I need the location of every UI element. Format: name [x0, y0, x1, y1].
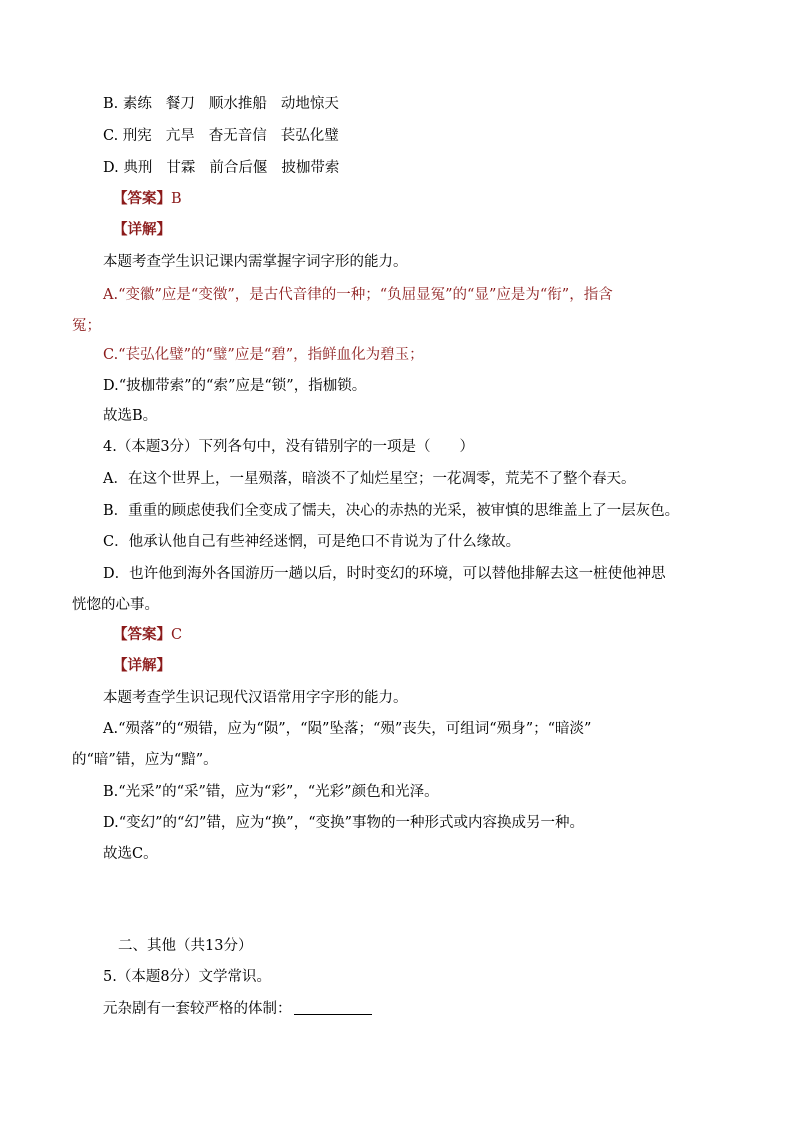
q3-explain-a-line2: 冤； [72, 318, 101, 334]
q5-stem: 5.（本题8分）文学常识。 [103, 969, 272, 985]
q4-option-d-line1: D．也许他到海外各国游历一趟以后，时时变幻的环境，可以替他排解去这一桩使他神思 [103, 566, 666, 582]
q4-explain-a-line1: A.“殒落”的“殒错，应为“陨”，“陨”坠落；“殒”丧失，可组词“殒身”；“暗淡” [103, 721, 592, 737]
q4-option-a: A．在这个世界上，一星殒落，暗淡不了灿烂星空；一花凋零，荒芜不了整个春天。 [103, 471, 636, 487]
q3-explain-a-line1: A.“变徽”应是“变徵”，是古代音律的一种；“负屈显冤”的“显”应是为“衔”，指含 [103, 287, 613, 303]
q3-answer: 【答案】B [113, 190, 182, 207]
q4-explain-d: D.“变幻”的“幻”错，应为“换”，“变换”事物的一种形式或内容换成另一种。 [103, 815, 585, 831]
q4-detail-label: 【详解】 [113, 657, 171, 674]
q3-explain-d: D.“披枷带索”的“索”应是“锁”，指枷锁。 [103, 378, 367, 394]
answer-blank[interactable] [294, 1000, 372, 1015]
q4-option-d-line2: 恍惚的心事。 [72, 597, 159, 613]
q4-explain-a-line2: 的“暗”错，应为“黯”。 [72, 752, 218, 768]
q5-text: 元杂剧有一套较严格的体制： [103, 999, 372, 1019]
q4-option-b: B．重重的顾虑使我们全变成了懦夫，决心的赤热的光采，被审慎的思维盖上了一层灰色。 [103, 503, 680, 519]
q4-stem: 4.（本题3分）下列各句中，没有错别字的一项是（ ） [103, 439, 475, 455]
q4-explain-b: B.“光采”的“采”错，应为“彩”，“光彩”颜色和光泽。 [103, 784, 439, 800]
q3-option-b: B. 素练 餐刀 顺水推船 动地惊天 [103, 96, 339, 112]
q3-explain-c: C.“苌弘化璧”的“璧”应是“碧”，指鲜血化为碧玉； [103, 347, 424, 363]
section-title: 二、其他（共13分） [118, 938, 253, 954]
q4-option-c: C．他承认他自己有些神经迷惘，可是绝口不肯说为了什么缘故。 [103, 534, 521, 550]
q3-detail-label: 【详解】 [113, 221, 171, 238]
q4-answer: 【答案】C [113, 626, 183, 643]
q3-intro: 本题考查学生识记课内需掌握字词字形的能力。 [103, 254, 408, 270]
q4-intro: 本题考查学生识记现代汉语常用字字形的能力。 [103, 690, 408, 706]
q4-conclusion: 故选C。 [103, 846, 158, 862]
q3-option-c: C. 刑宪 亢旱 杳无音信 苌弘化璧 [103, 128, 339, 144]
q3-option-d: D. 典刑 甘霖 前合后偃 披枷带索 [103, 160, 340, 176]
q3-conclusion: 故选B。 [103, 408, 158, 424]
